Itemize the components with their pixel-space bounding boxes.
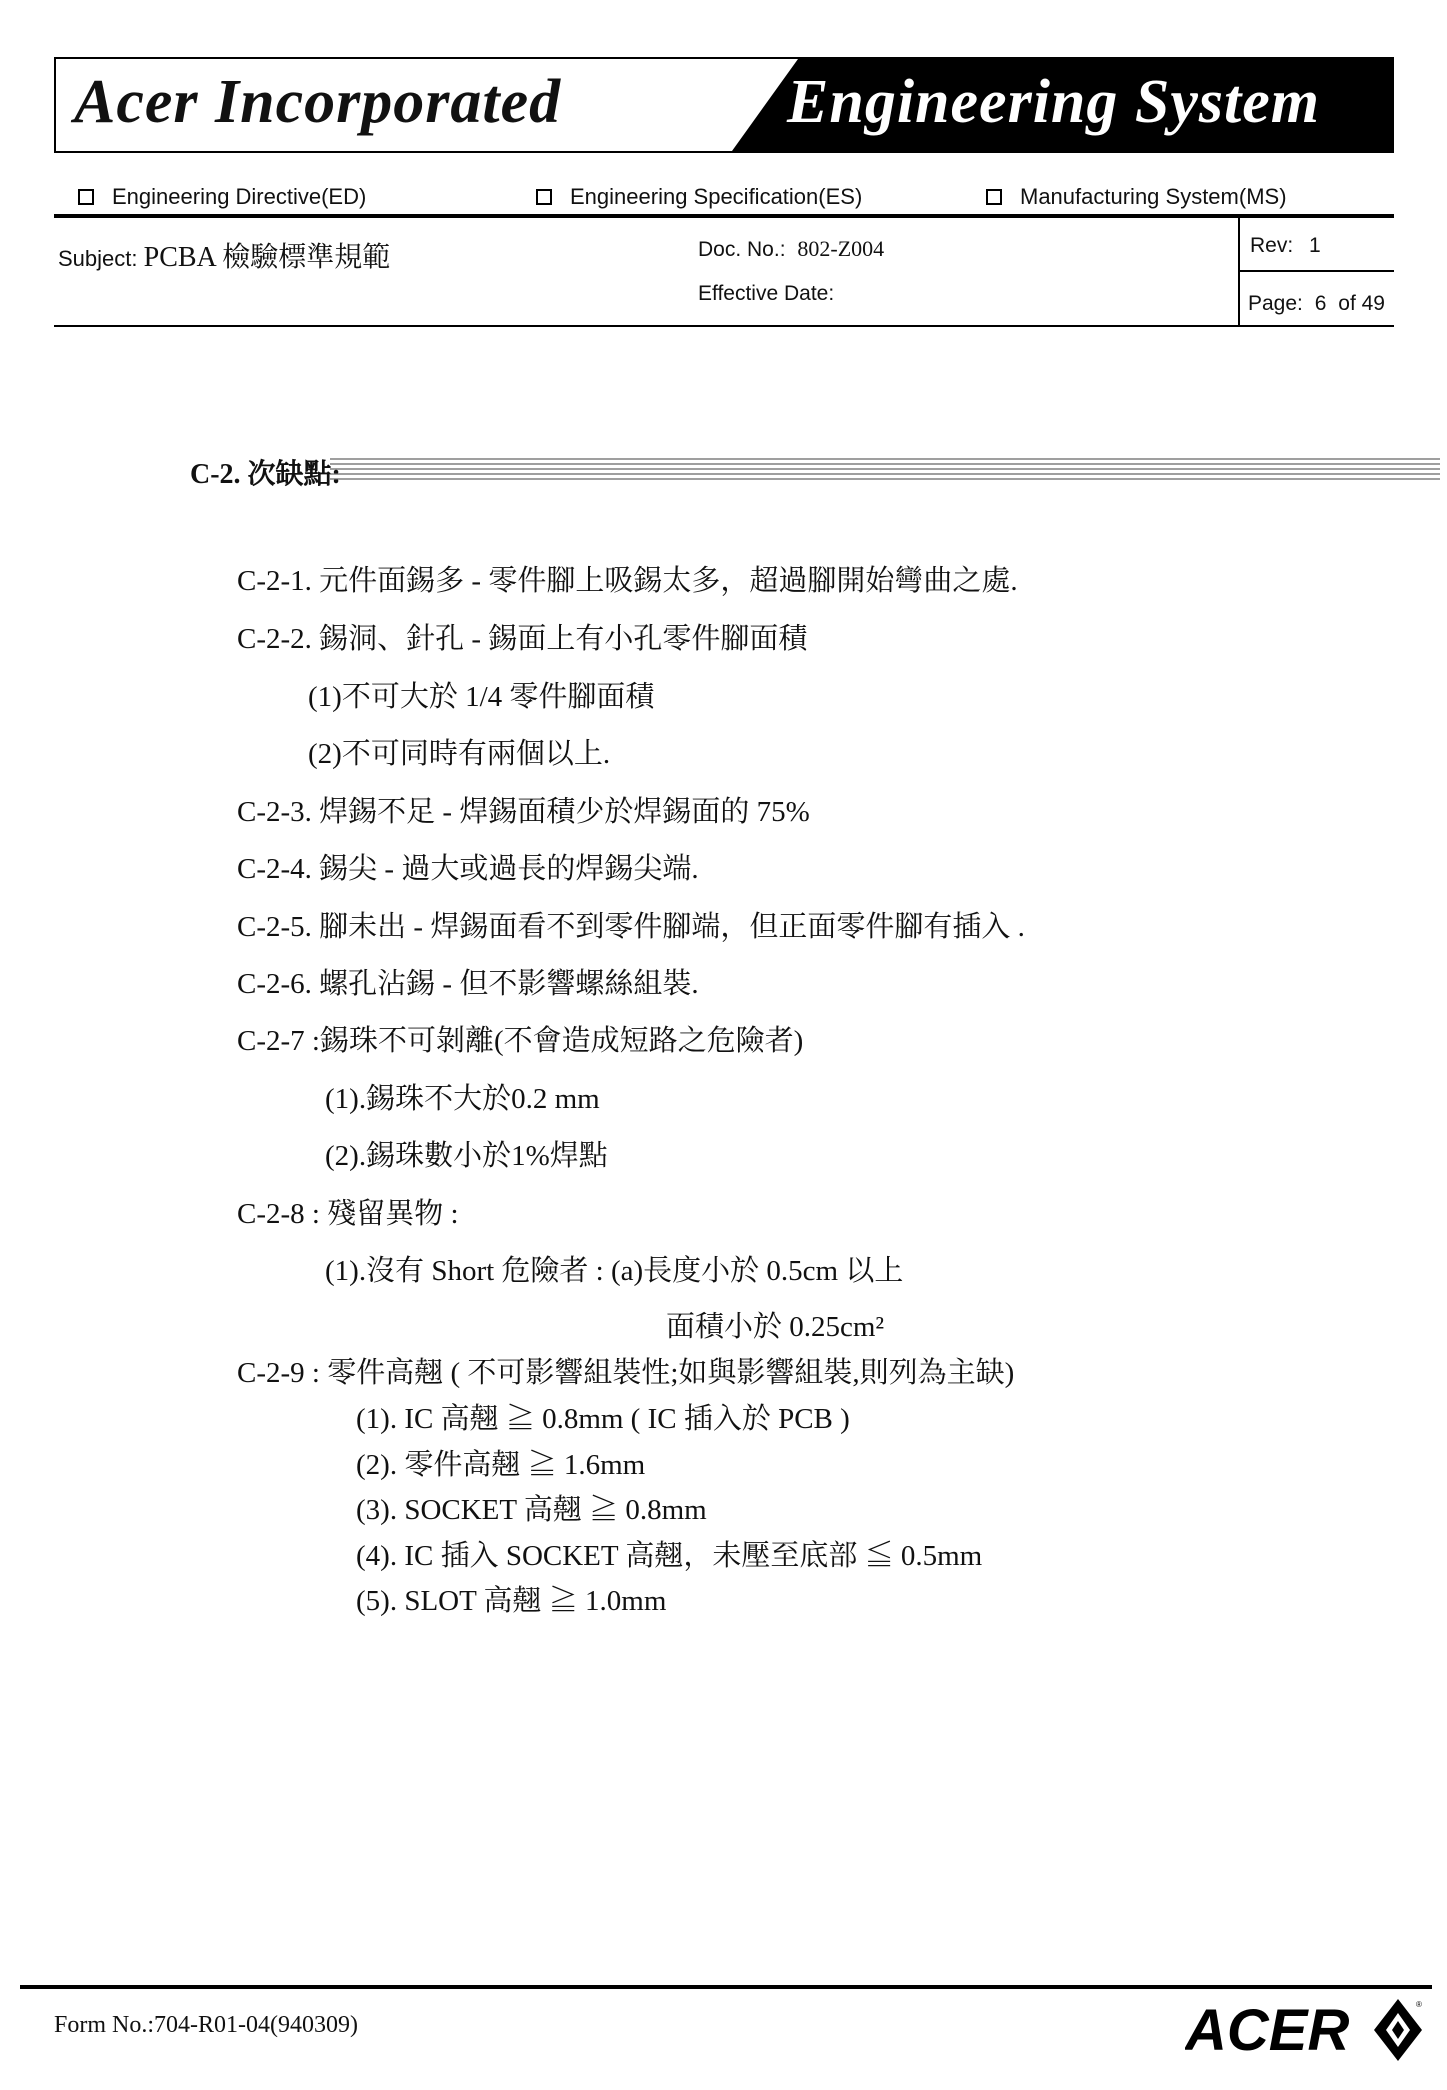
- rev-value: 1: [1309, 234, 1321, 257]
- system-name: Engineering System: [786, 68, 1320, 136]
- company-name: Acer Incorporated: [74, 68, 562, 136]
- item-c-2-5: C-2-5. 腳未出 - 焊錫面看不到零件腳端，但正面零件腳有插入 .: [237, 911, 1025, 943]
- header-rule: [54, 214, 1394, 218]
- rev-label: Rev:: [1250, 234, 1294, 257]
- acer-diamond-icon: [1370, 1995, 1426, 2065]
- subject-label: Subject:: [58, 246, 138, 271]
- item-c-2-6: C-2-6. 螺孔沾錫 - 但不影響螺絲組裝.: [237, 968, 699, 1000]
- item-c-2-9-sub3: (3). SOCKET 高翹 ≧ 0.8mm: [356, 1494, 707, 1526]
- header-banner: [54, 57, 1394, 153]
- info-bottom-rule: [54, 325, 1394, 327]
- effective-date-label: Effective Date:: [698, 282, 835, 305]
- page-label: Page:: [1248, 292, 1303, 315]
- rev-page-divider: [1238, 270, 1394, 272]
- doc-type-ed[interactable]: [78, 184, 366, 210]
- item-c-2-2-sub1: (1)不可大於 1/4 零件腳面積: [308, 681, 655, 713]
- subject-value: PCBA 檢驗標準規範: [143, 242, 391, 273]
- doc-type-label: Manufacturing System(MS): [1020, 184, 1287, 209]
- doc-no-row: [698, 236, 884, 262]
- item-c-2-4: C-2-4. 錫尖 - 過大或過長的焊錫尖端.: [237, 853, 699, 885]
- item-c-2-7: C-2-7 :錫珠不可剝離(不會造成短路之危險者): [237, 1025, 804, 1057]
- form-number: Form No.:704-R01-04(940309): [54, 2012, 358, 2038]
- svg-text:®: ®: [1416, 2000, 1422, 2009]
- item-c-2-9-sub2: (2). 零件高翹 ≧ 1.6mm: [356, 1449, 646, 1481]
- item-c-2-8-sub1-cont: 面積小於 0.25cm²: [666, 1311, 885, 1343]
- rev-row: [1250, 234, 1321, 258]
- item-c-2-3: C-2-3. 焊錫不足 - 焊錫面積少於焊錫面的 75%: [237, 796, 810, 828]
- acer-logo: [1185, 1995, 1385, 2065]
- doc-type-label: Engineering Directive(ED): [112, 184, 367, 209]
- item-c-2-7-sub1: (1).錫珠不大於0.2 mm: [325, 1083, 600, 1115]
- section-title: C-2. 次缺點:: [190, 459, 341, 490]
- section-title-rules: [330, 455, 1440, 485]
- page-row: [1248, 292, 1385, 316]
- item-c-2-2: C-2-2. 錫洞、針孔 - 錫面上有小孔零件腳面積: [237, 623, 808, 655]
- item-c-2-2-sub2: (2)不可同時有兩個以上.: [308, 738, 611, 770]
- item-c-2-1: C-2-1. 元件面錫多 - 零件腳上吸錫太多，超過腳開始彎曲之處.: [237, 565, 1018, 597]
- page-of: of 49: [1338, 292, 1385, 315]
- doc-type-label: Engineering Specification(ES): [570, 184, 863, 209]
- item-c-2-9-sub1: (1). IC 高翹 ≧ 0.8mm ( IC 插入於 PCB ): [356, 1403, 850, 1435]
- doc-type-ms[interactable]: [986, 184, 1287, 210]
- doc-type-row: [78, 184, 1378, 214]
- item-c-2-9-sub5: (5). SLOT 高翹 ≧ 1.0mm: [356, 1585, 667, 1617]
- doc-type-es[interactable]: [536, 184, 862, 210]
- item-c-2-8: C-2-8 : 殘留異物 :: [237, 1198, 459, 1230]
- item-c-2-9: C-2-9 : 零件高翹 ( 不可影響組裝性;如與影響組裝,則列為主缺): [237, 1357, 1015, 1389]
- checkbox-icon[interactable]: [78, 189, 94, 205]
- checkbox-icon[interactable]: [986, 189, 1002, 205]
- item-c-2-9-sub4: (4). IC 插入 SOCKET 高翹，未壓至底部 ≦ 0.5mm: [356, 1540, 983, 1572]
- doc-no-value: 802-Z004: [797, 236, 885, 261]
- subject-row: [58, 235, 390, 275]
- item-c-2-8-sub1: (1).沒有 Short 危險者 : (a)長度小於 0.5cm 以上: [325, 1255, 904, 1287]
- acer-logo-text: ACER: [1185, 1998, 1350, 2063]
- item-c-2-7-sub2: (2).錫珠數小於1%焊點: [325, 1140, 608, 1172]
- checkbox-icon[interactable]: [536, 189, 552, 205]
- doc-no-label: Doc. No.:: [698, 238, 786, 261]
- footer-rule: [20, 1985, 1432, 1989]
- page-value: 6: [1314, 292, 1327, 315]
